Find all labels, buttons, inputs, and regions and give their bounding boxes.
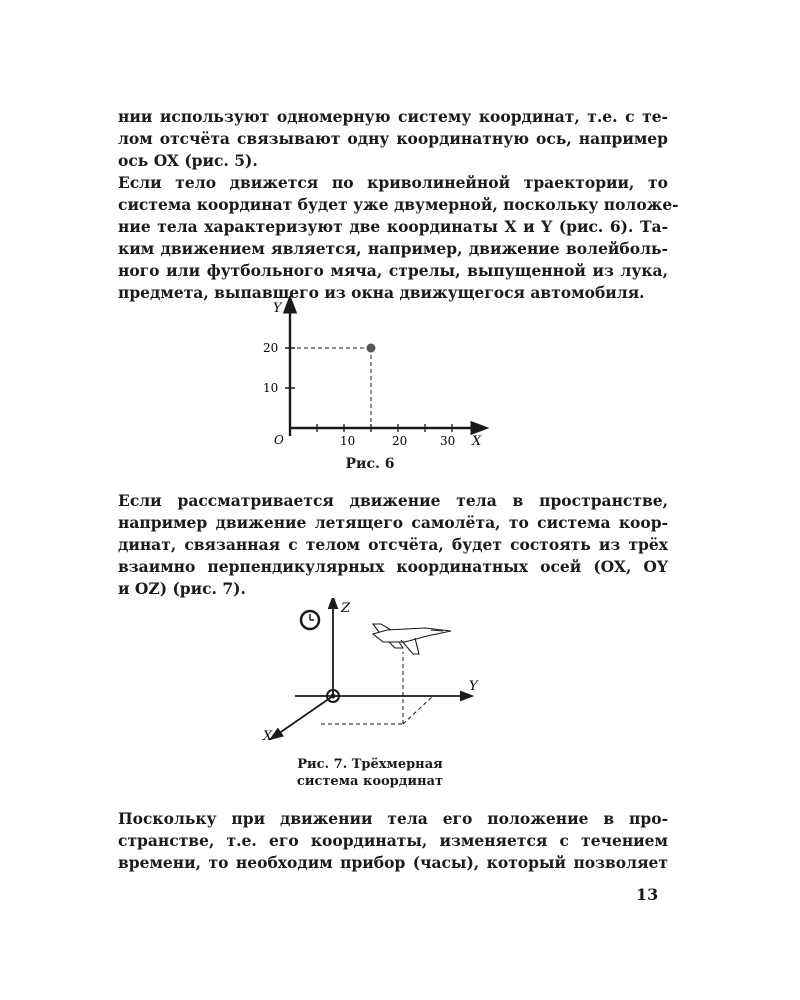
paragraph-1 — [118, 106, 668, 172]
y-tick-label: 20 — [263, 341, 279, 355]
clock-icon — [301, 611, 319, 629]
text-line: нии используют одномерную систему координат, т.е. с те- — [118, 107, 668, 126]
paragraph-4 — [118, 808, 668, 874]
page-number: 13 — [636, 885, 659, 904]
airplane-icon — [373, 624, 451, 654]
x-tick-label: 30 — [440, 434, 456, 448]
text-line: динат, связанная с телом отсчёта, будет состоять из трёх — [118, 535, 668, 554]
figure-6-graph — [260, 296, 500, 454]
text-line: лом отсчёта связывают одну координатную ось, например — [118, 129, 668, 148]
y-axis-label: Y — [469, 679, 478, 694]
x-tick-label: 10 — [340, 434, 356, 448]
figure-6-caption: Рис. 6 — [345, 456, 395, 472]
dashed-projection — [321, 652, 433, 724]
x-tick-label: 20 — [392, 434, 408, 448]
text-line: ось OX (рис. 5). — [118, 151, 258, 170]
text-line: времени, то необходим прибор (часы), который позволяет — [118, 853, 668, 872]
text-line: странстве, т.е. его координаты, изменяется с течением — [118, 831, 668, 850]
text-line: ние тела характеризуют две координаты X и Y (рис. 6). Та- — [118, 217, 668, 236]
text-line: и OZ) (рис. 7). — [118, 579, 246, 598]
text-line: ким движением является, например, движение волейболь- — [118, 239, 668, 258]
data-point — [367, 344, 376, 353]
y-tick-label: 10 — [263, 381, 279, 395]
figure-7-3d-axes — [255, 598, 495, 750]
paragraph-3 — [118, 490, 668, 600]
paragraph-2 — [118, 172, 679, 304]
x-axis-label: X — [472, 434, 482, 449]
x-axis — [275, 696, 333, 736]
x-axis-label: X — [263, 729, 273, 744]
text-line: Поскольку при движении тела его положение в про- — [118, 809, 668, 828]
z-axis-label: Z — [341, 601, 351, 616]
origin-label: O — [274, 433, 284, 447]
figure-7-caption — [270, 756, 470, 790]
text-line: Если рассматривается движение тела в пространстве, — [118, 491, 668, 510]
y-axis-label: Y — [273, 301, 282, 316]
text-line: например движение летящего самолёта, то система коор- — [118, 513, 668, 532]
text-line: взаимно перпендикулярных координатных осей (OX, OY — [118, 557, 668, 576]
text-line: система координат будет уже двумерной, поскольку положе- — [118, 195, 679, 214]
text-line: Если тело движется по криволинейной траектории, то — [118, 173, 668, 192]
text-line: ного или футбольного мяча, стрелы, выпущенной из лука, — [118, 261, 668, 280]
text-line: предмета, выпавшего из окна движущегося автомобиля. — [118, 283, 645, 302]
caption-line: система координат — [296, 774, 444, 789]
caption-line: Рис. 7. Трёхмерная — [297, 757, 443, 772]
